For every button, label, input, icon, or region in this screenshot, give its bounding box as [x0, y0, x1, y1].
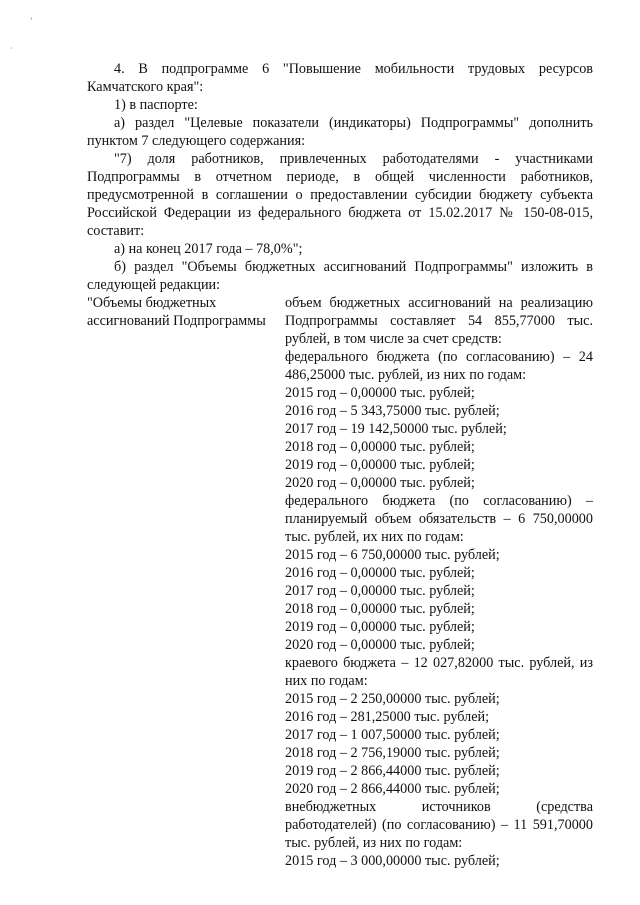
regional-budget-label: краевого бюджета – 12 027,82000 тыс. рублей, из них по годам: — [285, 655, 593, 689]
federal-obligations-year-line: 2015 год – 6 750,00000 тыс. рублей; — [285, 547, 500, 563]
regional-year-line: 2018 год – 2 756,19000 тыс. рублей; — [285, 745, 500, 761]
paragraph-end-2017: а) на конец 2017 года – 78,0%"; — [114, 241, 303, 257]
extrabudget-year-line: 2015 год – 3 000,00000 тыс. рублей; — [285, 853, 500, 869]
federal-budget-label: федерального бюджета (по согласованию) – 24 486,25000 тыс. рублей, из них по годам: — [285, 349, 593, 383]
extrabudget-label: внебюджетных источников (средства работодателей) (по согласованию) – 11 591,70000 тыс. рублей, из них по годам: — [285, 799, 593, 851]
federal-year-line: 2019 год – 0,00000 тыс. рублей; — [285, 457, 475, 473]
regional-year-line: 2017 год – 1 007,50000 тыс. рублей; — [285, 727, 500, 743]
budget-table-heading: "Объемы бюджетных ассигнований Подпрограммы — [87, 295, 266, 329]
federal-obligations-year-line: 2017 год – 0,00000 тыс. рублей; — [285, 583, 475, 599]
federal-obligations-year-line: 2019 год – 0,00000 тыс. рублей; — [285, 619, 475, 635]
budget-table-left-cell — [87, 294, 267, 870]
federal-year-line: 2018 год – 0,00000 тыс. рублей; — [285, 439, 475, 455]
paragraph-section-a: а) раздел "Целевые показатели (индикаторы) Подпрограммы" дополнить пунктом 7 следующего содержания: — [87, 115, 593, 149]
regional-year-line: 2020 год – 2 866,44000 тыс. рублей; — [285, 781, 500, 797]
regional-year-line: 2016 год – 281,25000 тыс. рублей; — [285, 709, 490, 725]
regional-year-line: 2019 год – 2 866,44000 тыс. рублей; — [285, 763, 500, 779]
federal-obligations-year-line: 2016 год – 0,00000 тыс. рублей; — [285, 565, 475, 581]
paragraph-item-4: 4. В подпрограмме 6 "Повышение мобильности трудовых ресурсов Камчатского края": — [87, 61, 593, 95]
federal-obligations-year-line: 2020 год – 0,00000 тыс. рублей; — [285, 637, 475, 653]
budget-table — [87, 294, 593, 870]
federal-year-line: 2017 год – 19 142,50000 тыс. рублей; — [285, 421, 507, 437]
paragraph-section-b: б) раздел "Объемы бюджетных ассигнований Подпрограммы" изложить в следующей редакции: — [87, 259, 593, 293]
federal-year-line: 2015 год – 0,00000 тыс. рублей; — [285, 385, 475, 401]
page-mark: · — [10, 44, 13, 53]
paragraph-point-7: "7) доля работников, привлеченных работодателями - участниками Подпрограммы в отчетном периоде, в общей численности работников, предусмотренной в соглашении о предоставлении субсидии бюджету субъекта Российской Федерации из федерального бюджета от 15.02.2017 № 150-08-015, составит: — [87, 151, 593, 239]
budget-table-right-cell — [285, 294, 593, 870]
document-body — [87, 60, 593, 870]
paragraph-passport: 1) в паспорте: — [114, 97, 198, 113]
regional-year-line: 2015 год – 2 250,00000 тыс. рублей; — [285, 691, 500, 707]
federal-obligations-label: федерального бюджета (по согласованию) – планируемый объем обязательств – 6 750,00000 тыс. рублей, их них по годам: — [285, 493, 593, 545]
federal-year-line: 2016 год – 5 343,75000 тыс. рублей; — [285, 403, 500, 419]
budget-intro: объем бюджетных ассигнований на реализацию Подпрограммы составляет 54 855,77000 тыс. рублей, в том числе за счет средств: — [285, 295, 593, 347]
federal-year-line: 2020 год – 0,00000 тыс. рублей; — [285, 475, 475, 491]
federal-obligations-year-line: 2018 год – 0,00000 тыс. рублей; — [285, 601, 475, 617]
page-mark: ‘ — [30, 16, 33, 25]
